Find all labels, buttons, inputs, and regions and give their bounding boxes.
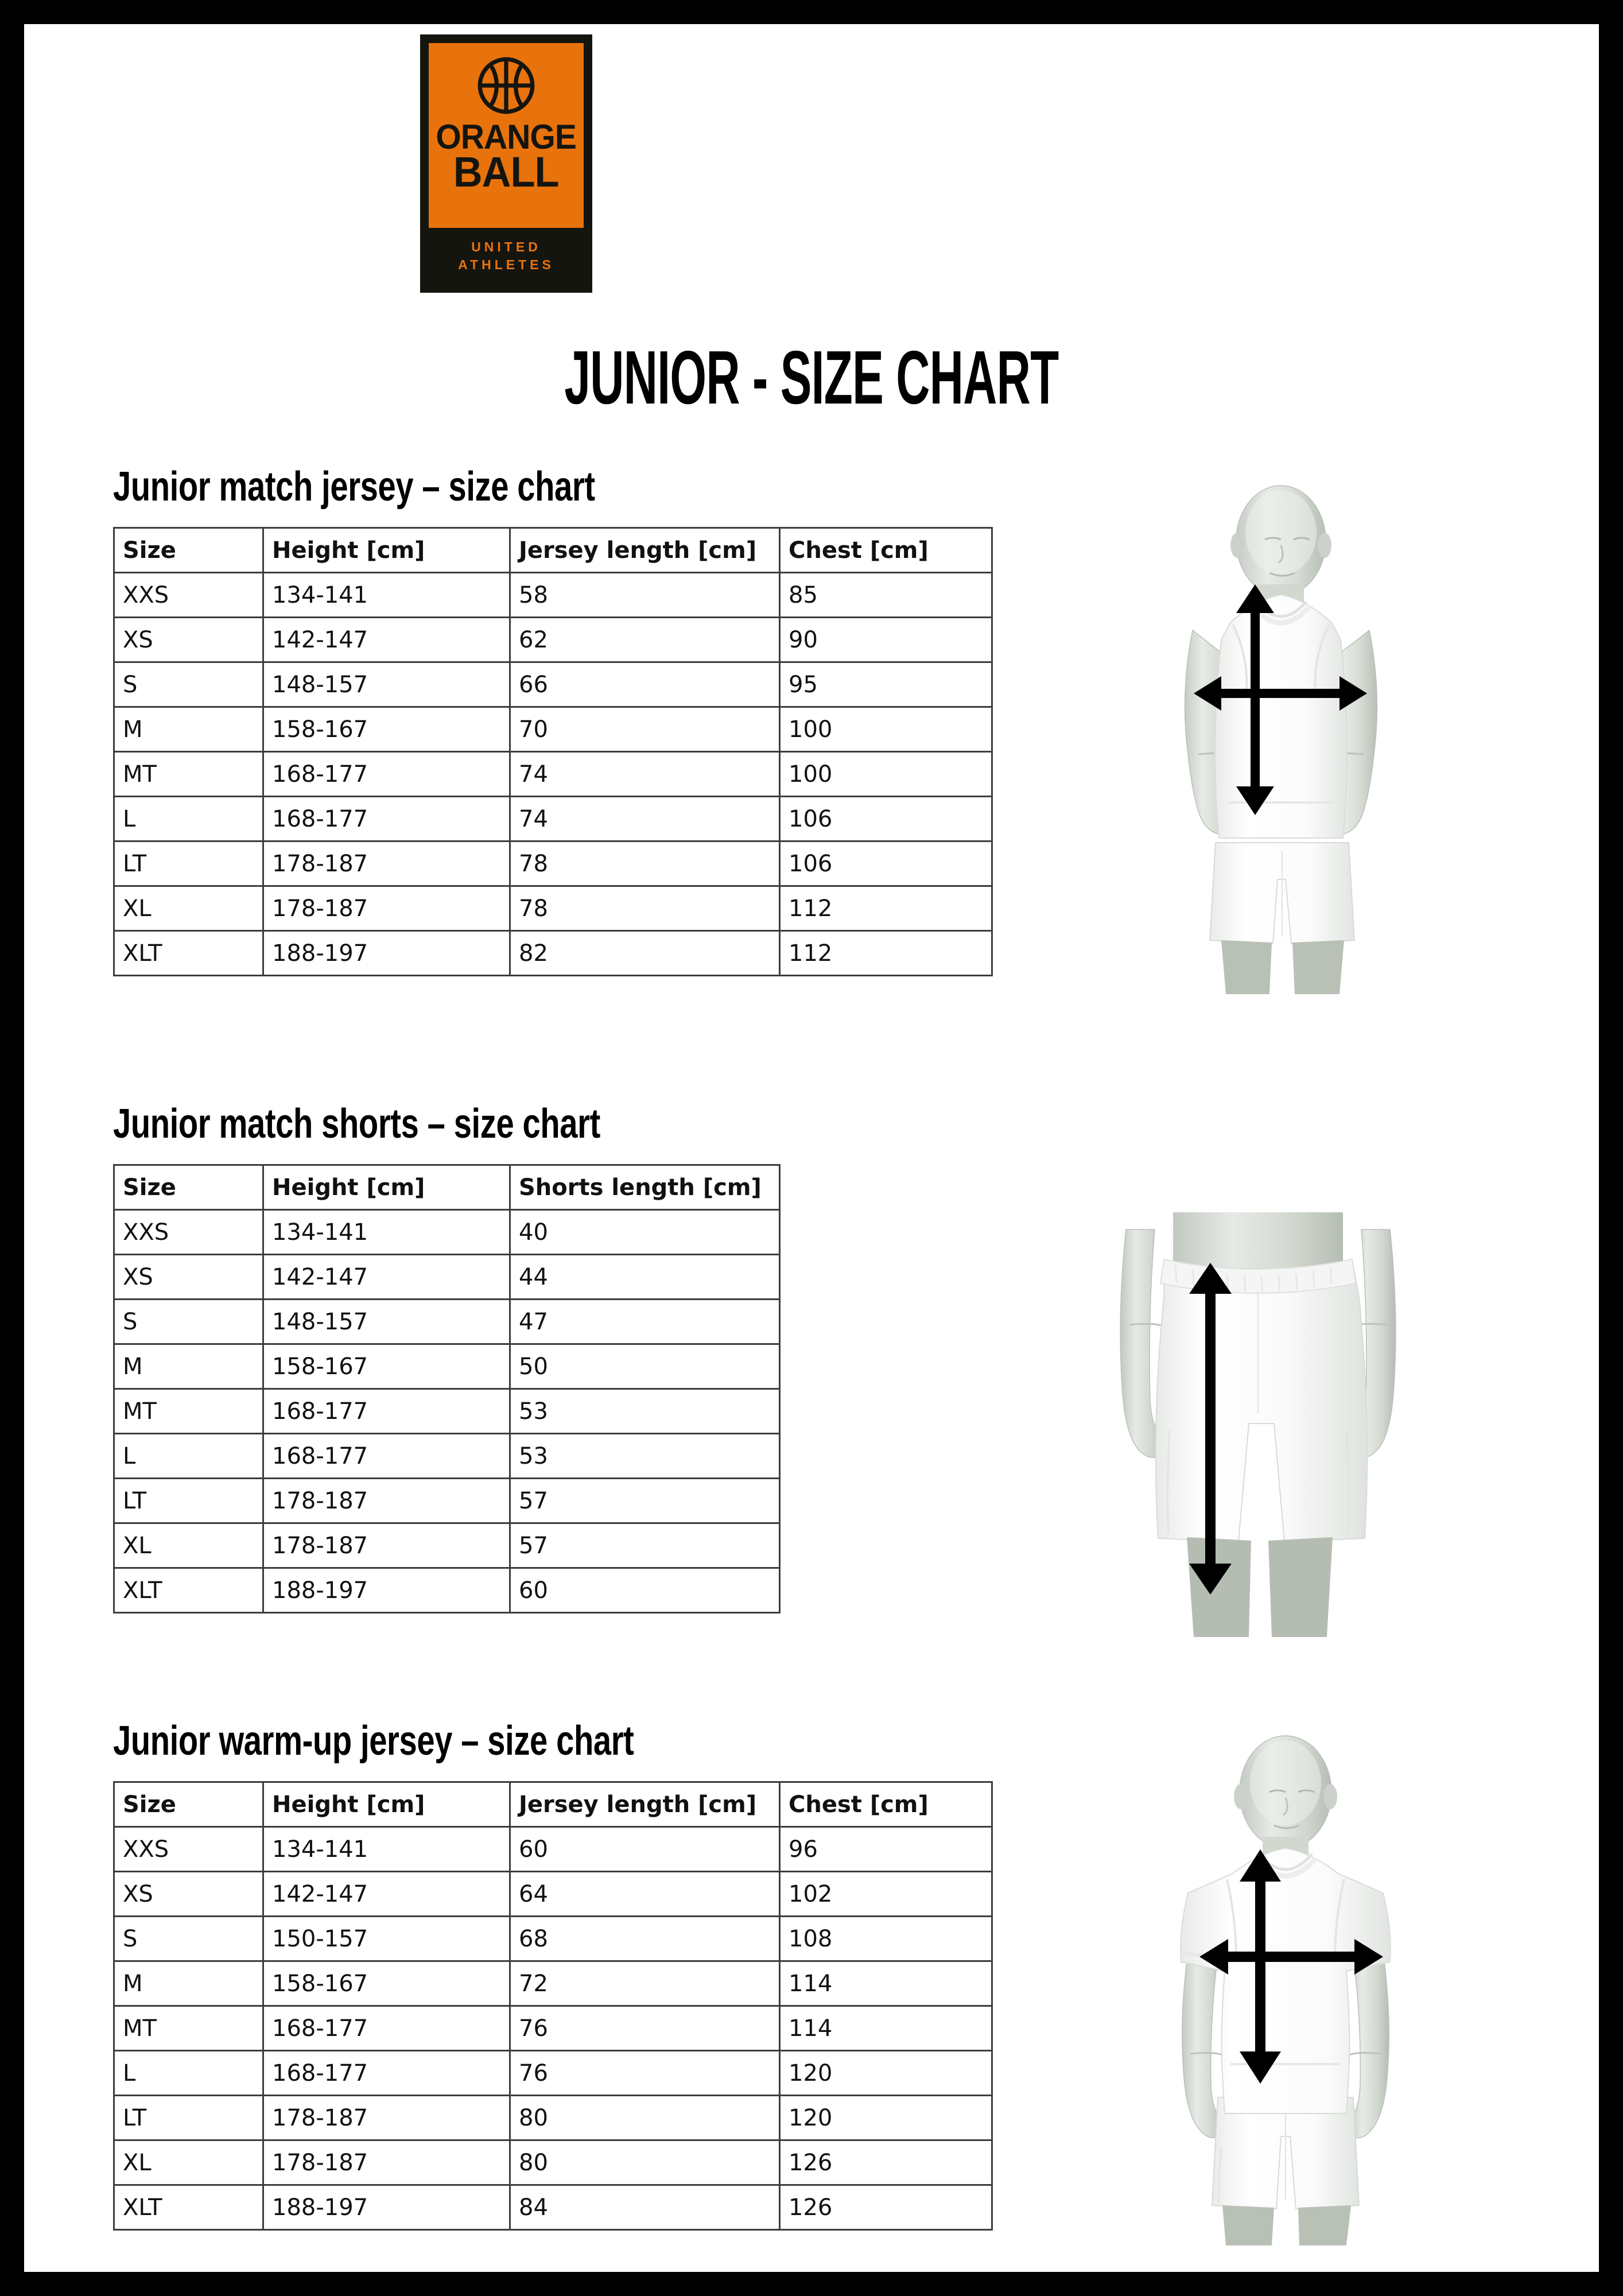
table-row	[114, 573, 992, 618]
cell-size: M	[114, 1961, 263, 2006]
table-row	[114, 1961, 992, 2006]
cell-size: MT	[114, 1389, 263, 1434]
cell-chest: 126	[780, 2185, 992, 2230]
cell-chest: 96	[780, 1827, 992, 1872]
cell-height: 188-197	[263, 2185, 510, 2230]
cell-size: XS	[114, 618, 263, 662]
cell-size: XXS	[114, 1210, 263, 1255]
cell-height: 178-187	[263, 1523, 510, 1568]
cell-height: 188-197	[263, 1568, 510, 1613]
cell-chest: 114	[780, 1961, 992, 2006]
table-header-row	[114, 1782, 992, 1827]
table-header-row	[114, 1165, 780, 1210]
col-header-size: Size	[114, 528, 263, 573]
logo-subtitle-athletes: ATHLETES	[458, 257, 554, 272]
cell-chest: 100	[780, 752, 992, 797]
table-row	[114, 1434, 780, 1479]
cell-jersey-length: 80	[510, 2096, 780, 2140]
section-heading-match-jersey: Junior match jersey – size chart	[113, 464, 595, 510]
col-header-size: Size	[114, 1782, 263, 1827]
mannequin-tshirt-illustration	[1074, 1712, 1488, 2245]
section-heading-warmup-jersey: Junior warm-up jersey – size chart	[113, 1718, 634, 1764]
cell-jersey-length: 84	[510, 2185, 780, 2230]
table-warmup-jersey	[113, 1781, 993, 2231]
cell-chest: 95	[780, 662, 992, 707]
cell-height: 168-177	[263, 1434, 510, 1479]
table-row	[114, 1255, 780, 1300]
cell-height: 178-187	[263, 886, 510, 931]
table-row	[114, 1568, 780, 1613]
basketball-icon	[476, 56, 536, 115]
cell-jersey-length: 74	[510, 797, 780, 841]
cell-height: 178-187	[263, 2096, 510, 2140]
cell-size: XL	[114, 886, 263, 931]
cell-height: 178-187	[263, 1479, 510, 1523]
table-header-row	[114, 528, 992, 573]
logo-subtitle-united: UNITED	[471, 239, 541, 254]
cell-height: 142-147	[263, 618, 510, 662]
figure-child-mannequin-tshirt	[1074, 1712, 1488, 2245]
cell-size: M	[114, 707, 263, 752]
cell-chest: 112	[780, 931, 992, 976]
cell-jersey-length: 80	[510, 2140, 780, 2185]
cell-chest: 106	[780, 797, 992, 841]
cell-height: 168-177	[263, 797, 510, 841]
cell-height: 168-177	[263, 2006, 510, 2051]
col-header-jersey-length: Jersey length [cm]	[510, 528, 780, 573]
cell-size: S	[114, 662, 263, 707]
cell-chest: 106	[780, 841, 992, 886]
table-row	[114, 1344, 780, 1389]
cell-chest: 114	[780, 2006, 992, 2051]
cell-shorts-length: 60	[510, 1568, 780, 1613]
cell-size: XL	[114, 1523, 263, 1568]
table-row	[114, 1827, 992, 1872]
cell-chest: 120	[780, 2096, 992, 2140]
table-row	[114, 1872, 992, 1917]
cell-size: S	[114, 1917, 263, 1961]
cell-jersey-length: 74	[510, 752, 780, 797]
cell-height: 150-157	[263, 1917, 510, 1961]
cell-height: 158-167	[263, 1344, 510, 1389]
section-warmup-jersey	[113, 1720, 993, 2231]
cell-height: 158-167	[263, 1961, 510, 2006]
cell-height: 168-177	[263, 2051, 510, 2096]
cell-height: 134-141	[263, 573, 510, 618]
cell-size: MT	[114, 752, 263, 797]
cell-chest: 102	[780, 1872, 992, 1917]
table-row	[114, 1300, 780, 1344]
table-row	[114, 1210, 780, 1255]
col-header-height: Height [cm]	[263, 1165, 510, 1210]
cell-size: LT	[114, 841, 263, 886]
col-header-chest: Chest [cm]	[780, 1782, 992, 1827]
col-header-height: Height [cm]	[263, 1782, 510, 1827]
cell-height: 148-157	[263, 662, 510, 707]
col-header-height: Height [cm]	[263, 528, 510, 573]
cell-chest: 112	[780, 886, 992, 931]
cell-chest: 100	[780, 707, 992, 752]
cell-shorts-length: 57	[510, 1523, 780, 1568]
table-row	[114, 2185, 992, 2230]
cell-jersey-length: 78	[510, 841, 780, 886]
cell-jersey-length: 76	[510, 2006, 780, 2051]
table-row	[114, 2096, 992, 2140]
table-match-jersey	[113, 527, 993, 976]
figure-mannequin-shorts	[1040, 1212, 1476, 1637]
document-page	[24, 24, 1599, 2272]
brand-logo	[420, 34, 592, 293]
cell-height: 188-197	[263, 931, 510, 976]
cell-height: 142-147	[263, 1255, 510, 1300]
cell-shorts-length: 47	[510, 1300, 780, 1344]
cell-height: 134-141	[263, 1827, 510, 1872]
figure-child-mannequin-sleeveless-jersey	[1080, 478, 1482, 994]
cell-size: XS	[114, 1255, 263, 1300]
table-row	[114, 2140, 992, 2185]
cell-jersey-length: 68	[510, 1917, 780, 1961]
cell-height: 148-157	[263, 1300, 510, 1344]
cell-size: L	[114, 1434, 263, 1479]
logo-word-orange: ORANGE	[436, 118, 577, 156]
cell-size: XL	[114, 2140, 263, 2185]
table-row	[114, 2006, 992, 2051]
table-row	[114, 707, 992, 752]
cell-jersey-length: 78	[510, 886, 780, 931]
cell-chest: 85	[780, 573, 992, 618]
table-row	[114, 797, 992, 841]
mannequin-sleeveless-jersey-illustration	[1080, 478, 1482, 994]
cell-size: L	[114, 2051, 263, 2096]
table-row	[114, 2051, 992, 2096]
cell-jersey-length: 60	[510, 1827, 780, 1872]
cell-size: XLT	[114, 1568, 263, 1613]
table-row	[114, 931, 992, 976]
cell-size: XXS	[114, 1827, 263, 1872]
cell-jersey-length: 72	[510, 1961, 780, 2006]
cell-size: M	[114, 1344, 263, 1389]
table-row	[114, 1479, 780, 1523]
cell-chest: 90	[780, 618, 992, 662]
cell-shorts-length: 57	[510, 1479, 780, 1523]
cell-jersey-length: 76	[510, 2051, 780, 2096]
table-row	[114, 1917, 992, 1961]
cell-size: LT	[114, 2096, 263, 2140]
cell-jersey-length: 82	[510, 931, 780, 976]
cell-size: MT	[114, 2006, 263, 2051]
logo-word-ball: BALL	[453, 148, 559, 196]
col-header-jersey-length: Jersey length [cm]	[510, 1782, 780, 1827]
cell-jersey-length: 64	[510, 1872, 780, 1917]
table-match-shorts	[113, 1164, 781, 1614]
cell-jersey-length: 66	[510, 662, 780, 707]
table-row	[114, 841, 992, 886]
mannequin-shorts-illustration	[1040, 1212, 1476, 1637]
page-title: JUNIOR - SIZE CHART	[564, 335, 1059, 420]
table-row	[114, 662, 992, 707]
cell-height: 168-177	[263, 1389, 510, 1434]
section-match-jersey	[113, 466, 993, 976]
cell-size: XXS	[114, 573, 263, 618]
section-heading-match-shorts: Junior match shorts – size chart	[113, 1101, 600, 1147]
cell-chest: 126	[780, 2140, 992, 2185]
cell-size: L	[114, 797, 263, 841]
cell-height: 134-141	[263, 1210, 510, 1255]
cell-size: LT	[114, 1479, 263, 1523]
cell-shorts-length: 53	[510, 1389, 780, 1434]
cell-height: 158-167	[263, 707, 510, 752]
table-row	[114, 1523, 780, 1568]
col-header-chest: Chest [cm]	[780, 528, 992, 573]
cell-height: 168-177	[263, 752, 510, 797]
cell-size: S	[114, 1300, 263, 1344]
cell-size: XLT	[114, 2185, 263, 2230]
cell-shorts-length: 50	[510, 1344, 780, 1389]
cell-chest: 120	[780, 2051, 992, 2096]
section-match-shorts	[113, 1103, 781, 1614]
cell-height: 142-147	[263, 1872, 510, 1917]
col-header-shorts-length: Shorts length [cm]	[510, 1165, 780, 1210]
cell-jersey-length: 58	[510, 573, 780, 618]
cell-shorts-length: 53	[510, 1434, 780, 1479]
col-header-size: Size	[114, 1165, 263, 1210]
cell-height: 178-187	[263, 2140, 510, 2185]
cell-size: XLT	[114, 931, 263, 976]
table-row	[114, 886, 992, 931]
table-row	[114, 752, 992, 797]
table-row	[114, 618, 992, 662]
cell-shorts-length: 44	[510, 1255, 780, 1300]
cell-size: XS	[114, 1872, 263, 1917]
cell-jersey-length: 62	[510, 618, 780, 662]
cell-shorts-length: 40	[510, 1210, 780, 1255]
cell-chest: 108	[780, 1917, 992, 1961]
cell-jersey-length: 70	[510, 707, 780, 752]
table-row	[114, 1389, 780, 1434]
cell-height: 178-187	[263, 841, 510, 886]
